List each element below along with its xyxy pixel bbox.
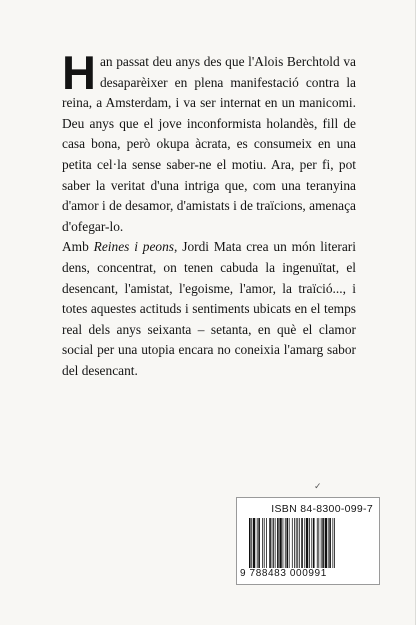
barcode-bar	[301, 518, 303, 568]
paragraph-1-text: an passat deu anys des que l'Alois Berchtold va desaparèixer en plena manifestació contra la reina, a Amsterdam, i va ser internat en un manicomi. Deu anys que el jove inconformista holandès, fill de casa bona, però okupa àcrata, es consumeix en una petita cel·la sense saber-ne el motiu. Ara, per fi, pot saber la veritat d'una intriga que, com una teranyina d'amor i de desamor, d'amistats i de traïcions, amenaça d'ofegar-lo.	[62, 54, 356, 234]
barcode-bar	[296, 518, 297, 568]
barcode-bar	[321, 518, 322, 568]
barcode-bars	[249, 518, 369, 568]
barcode-bar	[334, 518, 335, 568]
barcode-bar	[292, 518, 293, 568]
barcode-bar	[313, 518, 315, 568]
barcode-bar	[318, 518, 319, 568]
drop-cap-letter: H	[62, 46, 96, 99]
barcode-bar	[311, 518, 312, 568]
isbn-text: ISBN 84-8300-099-7	[271, 503, 373, 515]
barcode-bar	[328, 518, 329, 568]
book-title-italic: Reines i peons	[93, 239, 175, 255]
barcode-bar	[304, 518, 305, 568]
barcode-bar	[272, 518, 273, 568]
blurb-paragraph-1	[62, 46, 356, 237]
barcode-bar	[279, 518, 281, 568]
barcode-bar	[262, 518, 263, 568]
barcode-bar	[258, 518, 260, 568]
barcode-bar	[299, 518, 300, 568]
barcode-bar	[285, 518, 286, 568]
barcode-bar	[277, 518, 279, 568]
barcode-bar	[322, 518, 324, 568]
barcode-bar	[269, 518, 271, 568]
barcode-bar	[264, 518, 265, 568]
barcode-digits: 9 788483 000991	[240, 568, 327, 579]
paragraph-2-text: , Jordi Mata crea un món literari dens, concentrat, on tenen cabuda la ingenuïtat, el desencant, l'amistat, l'egoisme, l'amor, la traïció..., i totes aquestes actituds i sentiments ubicats en el temps real dels anys seixanta – setanta, en què el clamor social per una utopia encara no coneixia l'amarg sabor del desencant.	[62, 239, 356, 378]
barcode-bar	[289, 518, 290, 568]
barcode-bar	[249, 518, 251, 568]
barcode-bar	[266, 518, 267, 568]
paragraph-2-lead: Amb	[62, 239, 89, 255]
barcode-bar	[257, 518, 258, 568]
barcode-bar	[297, 518, 298, 568]
blurb-text	[62, 46, 356, 382]
barcode-bar	[283, 518, 284, 568]
barcode-bar	[294, 518, 295, 568]
barcode-bar	[325, 518, 327, 568]
barcode-bar	[306, 518, 308, 568]
barcode-bar	[251, 518, 252, 568]
blurb-paragraph-2	[62, 237, 356, 381]
barcode-bar	[275, 518, 276, 568]
barcode-bar	[286, 518, 288, 568]
barcode-bar	[309, 518, 310, 568]
barcode-bar	[317, 518, 318, 568]
barcode-bar	[273, 518, 274, 568]
barcode-bar	[332, 518, 333, 568]
barcode-label	[236, 497, 380, 585]
small-check-mark: ✓	[314, 482, 322, 492]
barcode-bar	[329, 518, 331, 568]
barcode-bar	[253, 518, 255, 568]
